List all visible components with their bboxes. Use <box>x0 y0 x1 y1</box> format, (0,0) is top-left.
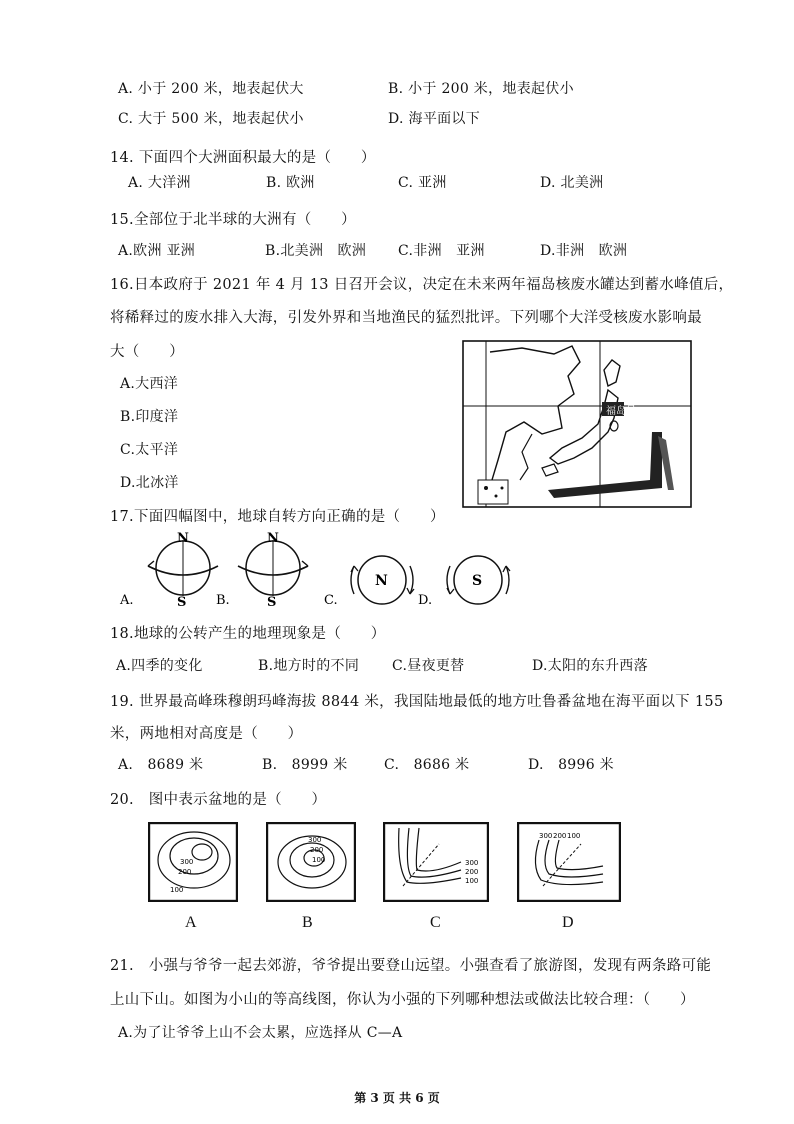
contour-a-200: 200 <box>178 868 192 876</box>
pole-c-n: N <box>375 573 388 589</box>
q20-caption-a: A <box>185 914 197 931</box>
q14-option-c: C. 亚洲 <box>398 175 447 191</box>
q19-option-c: C. 8686 米 <box>384 757 470 773</box>
q14-option-b: B. 欧洲 <box>266 175 315 191</box>
q15-option-a: A.欧洲 亚洲 <box>118 243 196 259</box>
japan-map-figure <box>462 340 692 508</box>
contour-map-b <box>266 822 356 902</box>
q21-stem-line1: 21. 小强与爷爷一起去郊游，爷爷提出要登山远望。小强查看了旅游图，发现有两条路可能 <box>110 958 712 974</box>
earth-rotation-figures <box>110 528 530 608</box>
contour-c-300: 300 <box>465 859 479 867</box>
contour-d-100: 100 <box>567 832 581 840</box>
contour-d-300: 300 <box>539 832 553 840</box>
contour-b-200: 200 <box>310 846 324 854</box>
q13-option-a: A. 小于 200 米，地表起伏大 <box>118 81 304 97</box>
q16-stem-line3: 大（ ） <box>110 344 184 360</box>
fukushima-label: 福岛县 <box>606 406 636 417</box>
q13-option-c: C. 大于 500 米，地表起伏小 <box>118 111 304 127</box>
q18-option-d: D.太阳的东升西落 <box>532 658 648 674</box>
q16-option-d: D.北冰洋 <box>120 475 179 491</box>
q16-option-c: C.太平洋 <box>120 442 179 458</box>
contour-d-200: 200 <box>553 832 567 840</box>
q20-caption-b: B <box>302 914 313 931</box>
contour-map-c <box>383 822 489 902</box>
q19-option-a: A. 8689 米 <box>118 757 204 773</box>
q19-option-b: B. 8999 米 <box>262 757 348 773</box>
contour-a-100: 100 <box>170 886 184 894</box>
q19-option-d: D. 8996 米 <box>528 757 614 773</box>
q17-label-d: D. <box>418 593 433 608</box>
q15-option-d: D.非洲 欧洲 <box>540 243 628 259</box>
pole-d-s: S <box>472 573 483 589</box>
contour-c-100: 100 <box>465 877 479 885</box>
q16-option-b: B.印度洋 <box>120 409 179 425</box>
q16-stem-line1: 16.日本政府于 2021 年 4 月 13 日召开会议，决定在未来两年福岛核废水罐达到蓄水峰值后， <box>110 277 734 293</box>
q13-option-b: B. 小于 200 米，地表起伏小 <box>388 81 574 97</box>
contour-b-300: 300 <box>308 836 322 844</box>
q20-caption-d: D <box>562 914 574 931</box>
q21-stem-line2: 上山下山。如图为小山的等高线图，你认为小强的下列哪种想法或做法比较合理：（ ） <box>110 992 695 1008</box>
q14-option-a: A. 大洋洲 <box>128 175 191 191</box>
contour-map-d <box>517 822 621 902</box>
q17-stem: 17.下面四幅图中，地球自转方向正确的是（ ） <box>110 509 445 525</box>
contour-map-a <box>148 822 238 902</box>
q18-option-a: A.四季的变化 <box>116 658 203 674</box>
globe-b-s: S <box>267 595 277 608</box>
globe-a-n: N <box>177 531 189 546</box>
contour-b-100: 100 <box>312 856 326 864</box>
q20-caption-c: C <box>430 914 441 931</box>
q14-option-d: D. 北美洲 <box>540 175 604 191</box>
q20-stem: 20. 图中表示盆地的是（ ） <box>110 792 327 808</box>
q18-stem: 18.地球的公转产生的地理现象是（ ） <box>110 626 386 642</box>
q13-option-d: D. 海平面以下 <box>388 111 481 127</box>
q19-stem-line2: 米，两地相对高度是（ ） <box>110 726 303 742</box>
contour-a-300: 300 <box>180 858 194 866</box>
page-footer: 第 3 页 共 6 页 <box>354 1091 440 1105</box>
q16-option-a: A.大西洋 <box>120 376 179 392</box>
q18-option-b: B.地方时的不同 <box>258 658 360 674</box>
q18-option-c: C.昼夜更替 <box>392 658 465 674</box>
globe-a-s: S <box>177 595 187 608</box>
contour-c-200: 200 <box>465 868 479 876</box>
q14-stem: 14. 下面四个大洲面积最大的是（ ） <box>110 150 376 166</box>
q16-stem-line2: 将稀释过的废水排入大海，引发外界和当地渔民的猛烈批评。下列哪个大洋受核废水影响最 <box>110 310 702 326</box>
q15-option-c: C.非洲 亚洲 <box>398 243 485 259</box>
globe-b-n: N <box>267 531 279 546</box>
q21-option-a: A.为了让爷爷上山不会太累，应选择从 C—A <box>118 1025 403 1041</box>
q15-stem: 15.全部位于北半球的大洲有（ ） <box>110 212 356 228</box>
q17-label-b: B. <box>216 593 230 608</box>
q15-option-b: B.北美洲 欧洲 <box>265 243 367 259</box>
q19-stem-line1: 19. 世界最高峰珠穆朗玛峰海拔 8844 米，我国陆地最低的地方吐鲁番盆地在海平面以下 155 <box>110 694 724 710</box>
q17-label-a: A. <box>120 593 134 608</box>
q17-label-c: C. <box>324 593 338 608</box>
